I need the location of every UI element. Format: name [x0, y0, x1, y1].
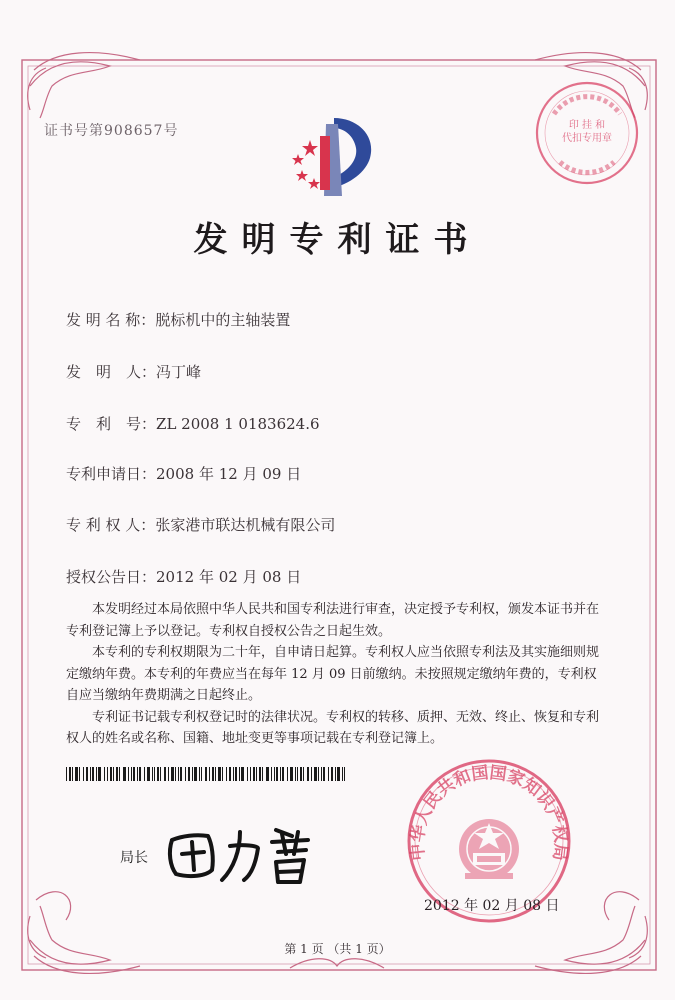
field-label: 发 明 人： — [66, 363, 157, 381]
field-inventor — [66, 361, 201, 382]
page-number: 第 1 页 （共 1 页） — [284, 942, 391, 956]
certificate-number: 证书号第908657号 — [44, 123, 179, 139]
field-invention-name — [66, 309, 290, 330]
field-value: 2008 年 12 月 09 日 — [156, 465, 302, 483]
patent-office-logo-icon — [280, 110, 390, 200]
field-application-date — [66, 463, 301, 484]
field-grant-date — [66, 566, 301, 587]
director-title: 局长 — [120, 850, 148, 866]
field-label: 专 利 权 人： — [66, 516, 156, 534]
field-patentee — [66, 514, 335, 535]
field-label: 专 利 号： — [66, 415, 157, 433]
svg-text:中华人民共和国国家知识产权局: 中华人民共和国国家知识产权局 — [407, 762, 571, 862]
body-paragraph-1: 本发明经过本局依照中华人民共和国专利法进行审查，决定授予专利权，颁发本证书并在专利登记簿上予以登记。专利权自授权公告之日起生效。 — [66, 602, 600, 639]
field-label: 发 明 名 称： — [66, 311, 156, 329]
field-value: 2012 年 02 月 08 日 — [156, 568, 302, 586]
svg-text:代扣专用章: 代扣专用章 — [562, 133, 612, 144]
certificate-title: 发明专利证书 — [193, 220, 482, 260]
certificate-body — [66, 599, 606, 750]
field-label: 专利申请日： — [66, 465, 157, 483]
field-value: 冯丁峰 — [156, 363, 202, 381]
body-paragraph-2: 本专利的专利权期限为二十年，自申请日起算。专利权人应当依照专利法及其实施细则规定缴纳年费。本专利的年费应当在每年 12 月 09 日前缴纳。未按照规定缴纳年费的，专利权自应当缴纳年费期满之日起终止。 — [66, 645, 600, 703]
body-paragraph-3: 专利证书记载专利权登记时的法律状况。专利权的转移、质押、无效、终止、恢复和专利权人的姓名或名称、国籍、地址变更等事项记载在专利登记簿上。 — [66, 709, 600, 746]
svg-text:印 挂 和: 印 挂 和 — [568, 120, 606, 131]
field-patent-number — [66, 413, 320, 434]
field-value: 脱标机中的主轴装置 — [155, 311, 291, 329]
director-signature — [160, 818, 330, 886]
field-value: ZL 2008 1 0183624.6 — [156, 415, 320, 433]
field-value: 张家港市联达机械有限公司 — [155, 516, 336, 534]
agency-seal-icon — [532, 78, 642, 188]
issue-date: 2012 年 02 月 08 日 — [424, 898, 560, 914]
field-label: 授权公告日： — [66, 568, 157, 586]
barcode — [66, 767, 350, 781]
